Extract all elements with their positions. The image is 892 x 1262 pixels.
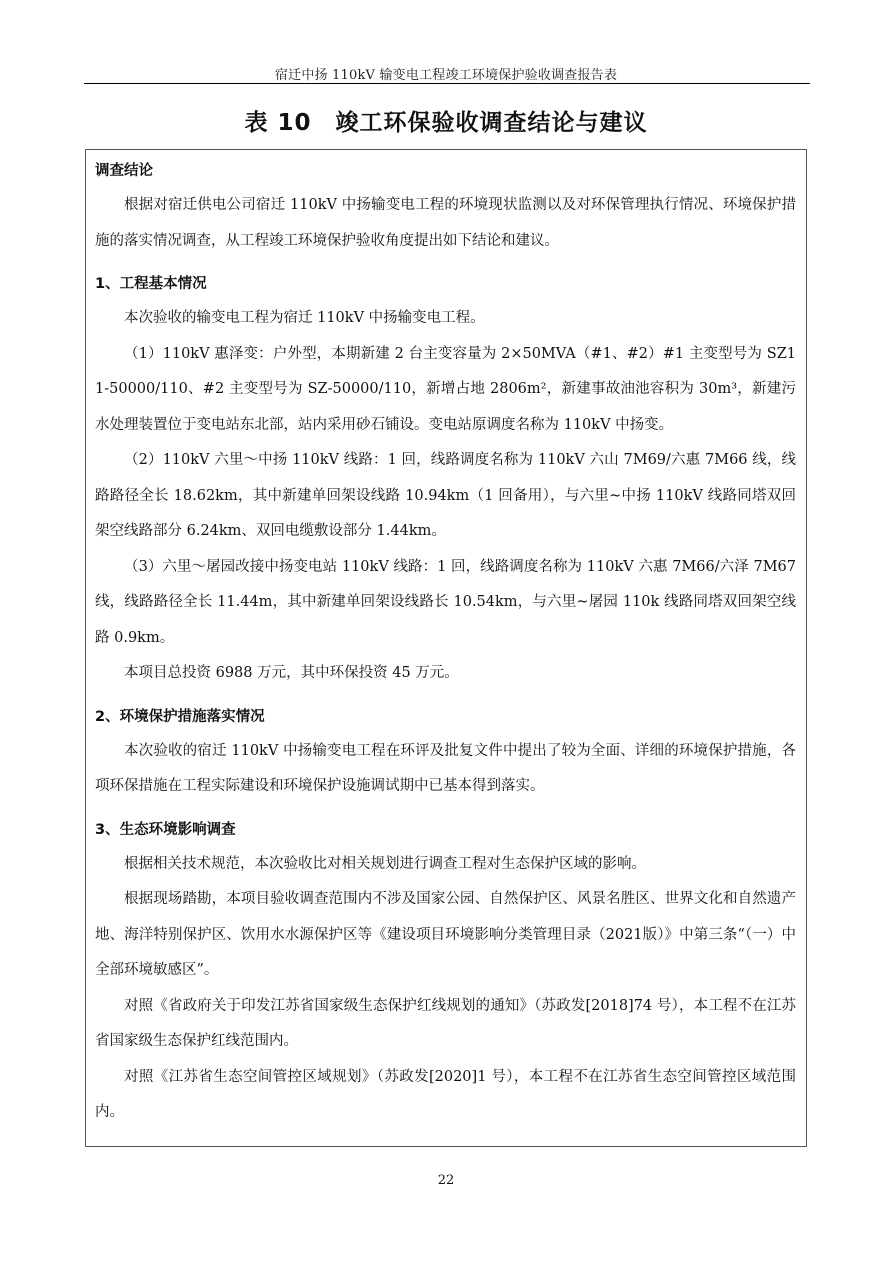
paragraph: 本次验收的输变电工程为宿迁 110kV 中扬输变电工程。: [124, 310, 485, 326]
content-frame: [85, 149, 807, 1147]
paragraph: 对照《江苏省生态空间管控区域规划》（苏政发[2020]1 号），本工程不在江苏省生态空间管控区域范围内。: [95, 1068, 796, 1120]
conclusion-heading: 调查结论: [95, 163, 153, 179]
section-heading-env-measures: 2、环境保护措施落实情况: [95, 708, 265, 725]
page-title: 表 10 竣工环保验收调查结论与建议: [244, 110, 648, 136]
paragraph: （2）110kV 六里～中扬 110kV 线路：1 回，线路调度名称为 110kV 六山 7M69/六惠 7M66 线，线路路径全长 18.62km，其中新建单回架设线路 10.94km（1 回备用），与六里~中扬 110kV 线路同塔双回架空线路部分 6.24km、双回电缆敷设部分 1.44km。: [95, 452, 796, 539]
paragraph: 本项目总投资 6988 万元，其中环保投资 45 万元。: [124, 665, 459, 681]
paragraph: 本次验收的宿迁 110kV 中扬输变电工程在环评及批复文件中提出了较为全面、详细的环境保护措施，各项环保措施在工程实际建设和环境保护设施调试期中已基本得到落实。: [95, 742, 796, 794]
header-divider: [84, 83, 810, 84]
paragraph: 根据相关技术规范，本次验收比对相关规划进行调查工程对生态保护区域的影响。: [124, 855, 646, 872]
section-heading-ecology: 3、生态环境影响调查: [95, 821, 236, 838]
running-header: 宿迁中扬 110kV 输变电工程竣工环境保护验收调查报告表: [274, 68, 618, 83]
conclusion-intro: 根据对宿迁供电公司宿迁 110kV 中扬输变电工程的环境现状监测以及对环保管理执行情况、环境保护措施的落实情况调查，从工程竣工环境保护验收角度提出如下结论和建议。: [95, 197, 796, 249]
section-heading-basic-info: 1、工程基本情况: [95, 276, 207, 292]
paragraph: 对照《省政府关于印发江苏省国家级生态保护红线规划的通知》（苏政发[2018]74 号），本工程不在江苏省国家级生态保护红线范围内。: [95, 997, 796, 1049]
paragraph: 根据现场踏勘，本项目验收调查范围内不涉及国家公园、自然保护区、风景名胜区、世界文化和自然遗产地、海洋特别保护区、饮用水水源保护区等《建设项目环境影响分类管理目录（2021版）》中第三条“（一）中全部环境敏感区”。: [95, 891, 796, 978]
paragraph: （3）六里～屠园改接中扬变电站 110kV 线路：1 回，线路调度名称为 110kV 六惠 7M66/六泽 7M67 线，线路路径全长 11.44m，其中新建单回架设线路长 10.54km，与六里~屠园 110k 线路同塔双回架空线路 0.9km。: [95, 558, 796, 646]
paragraph: （1）110kV 惠泽变：户外型，本期新建 2 台主变容量为 2×50MVA（#1、#2）#1 主变型号为 SZ11-50000/110、#2 主变型号为 SZ-50000/110，新增占地 2806m²，新建事故油池容积为 30m³，新建污水处理装置位于变电站东北部，站内采用砂石铺设。变电站原调度名称为 110kV 中扬变。: [95, 345, 796, 433]
page-number: 22: [437, 1173, 455, 1188]
